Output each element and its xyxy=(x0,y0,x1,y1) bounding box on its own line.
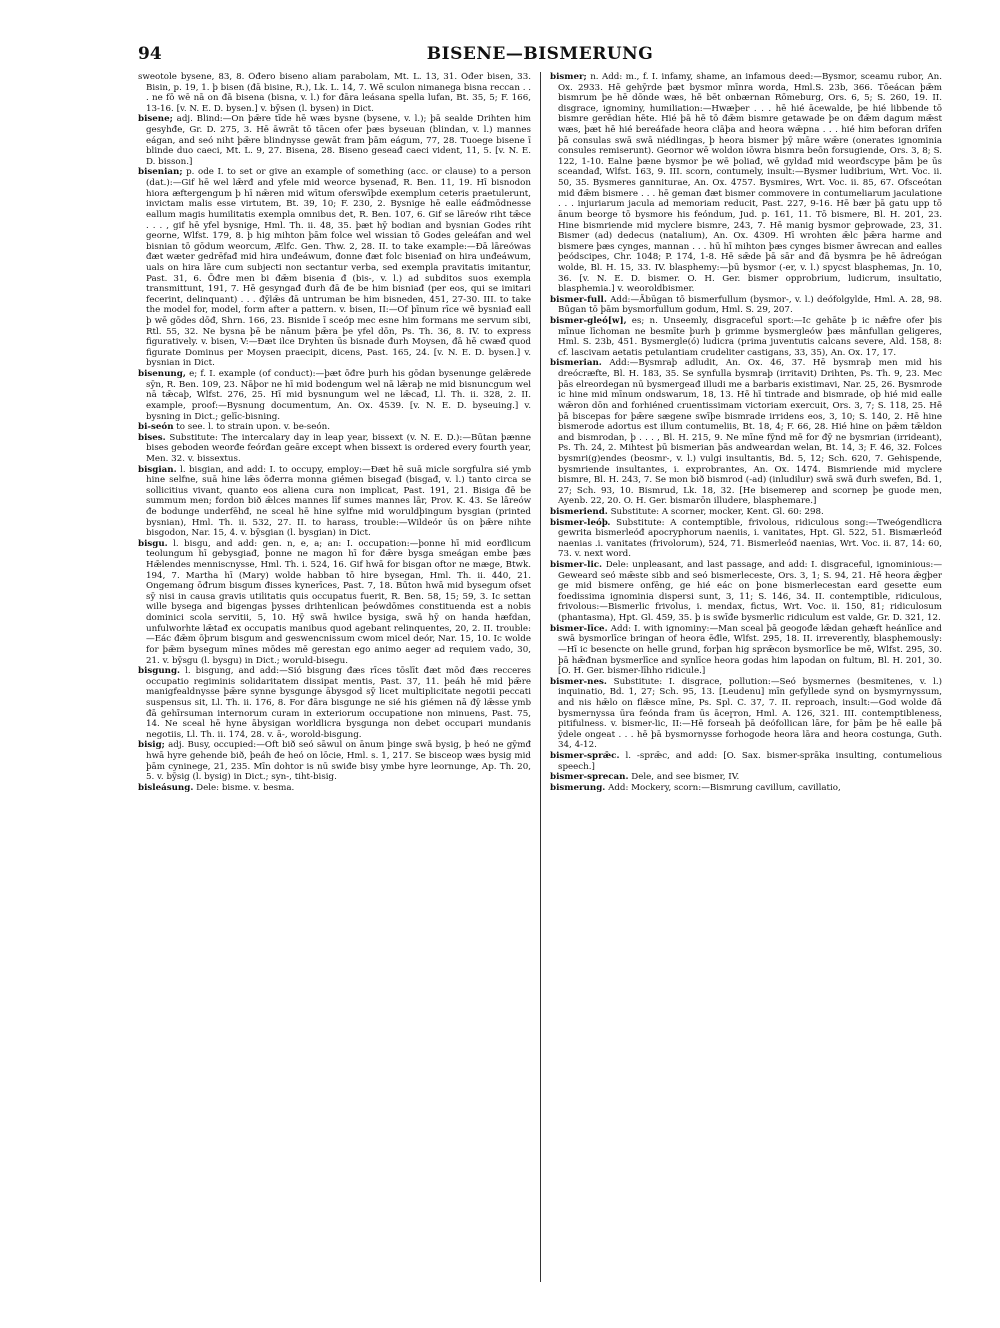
entry-headword: bisgung. xyxy=(138,666,181,677)
entry-headword: bisenung, xyxy=(138,369,186,380)
entry-text: adj. Busy, occupied:—Oft bið seó sāwul on ānum þinge swā bysig, þ heó ne gȳmđ hwā hyre gehende bið, þeáh đe heó on lōcie, Hml. s. 1, 217. Se bisceop wæs bysig mid þām cyninege, 21, 235. Mīn dohtor is nū swiđe bisy ymbe hyre leornunge, Ap. Th. 20, 5. v. bȳsig (l. bysig) in Dict.; syn-, tiht-bisig. xyxy=(146,740,532,783)
dictionary-entry xyxy=(550,751,942,772)
entry-headword: bismer-nes. xyxy=(550,676,607,687)
entry-headword: bisenian; xyxy=(138,167,183,178)
entry-text: Substitute: I. disgrace, pollution:—Seó bysmernes (besmitenes, v. l.) inquinatio, Bd. 1, 27; Sch. 95, 13. [Leudenu] mīn gefyllede synd on bysmyrnyssum, and nis hǣlo on flǣsce mīne, Ps. Spl. C. 37, 7. II. reproach, insult:—God wolde đā bysmernyssa ūra feónda fram ūs āceɼron, Hml. A. 126, 321. III. contemptibleness, pitifulness. v. bismer-lic, II:—Hē forseah þā deófollican lāre, for þām þe hē ealle þā ȳdele ongeat . . . hē þā bysmornysse forhogode heora lāra and heora costunga, Guth. 34, 4-12. xyxy=(558,676,942,751)
entry-text: Add:—Bysmraþ adludit, An. Ox. 46, 37. Hē bysmraþ men mid his dreócræfte, Bl. H. 183, 35. Se synfulla bysmraþ (irritavit) Drihten, Ps. Th. 9, 23. Mec þās elreordegan nū bysmergeađ illudi me a barbaris existimavi, Nar. 25, 26. Bysmrode ic hine mid mīnum ondswarum, 18, 13. Hē hī tintrade and bismrade, oþ hié mid ealle wǣron dōn and forhiéned cruentissimam victoriam exercuit, Ors. 3, 7; S. 118, 25. Hē þā biscepas for þǣre sægene swīþe bismrade irridens eos, 3, 10; S. 140, 2. Hē hine bismerode adortus est illum contumeliis, Bt. 18, 4; F. 66, 28. Hié hine on þǣm tǣldon and bismrodan, þ . . . , Bl. H. 215, 9. Ne mīne fȳnd mē for đȳ ne bysmrian (irrideant), Ps. Th. 24, 2. Mihtest þū bismerian þās andweardan welan, Bt. 14, 3; F. 46, 32. Folces bysmri(g)endes (beosmr-, v. l.) vulgi insultantis, Bd. 5, 12; Sch. 620, 7. Gehispende, bysmriende insultantes, i. exprobrantes, An. Ox. 1474. Bismriende mid myclere bismre, Bl. H. 243, 7. Se mon bið bismrod (-ad) (inludilur) swā swā đurh swefen, Bd. 1, 27; Sch. 93, 10. Bismrud, Lk. 18, 32. [He bisemerep and scornep þe guode men, Ayenb. 22, 20. O. H. Ger. bismarōn illudere, blasphemare.] xyxy=(558,358,942,507)
entry-headword: bisgian. xyxy=(138,464,177,475)
entry-headword: bisleásung. xyxy=(138,782,194,793)
dictionary-entry xyxy=(550,358,942,507)
dictionary-entry xyxy=(550,783,942,794)
entry-headword: bisgu. xyxy=(138,538,168,549)
entry-headword: bismer-gleó[w], xyxy=(550,316,627,327)
entry-text: Add: Mockery, scorn:—Bismrung cavillum, cavillatio, xyxy=(608,782,841,793)
entry-headword: bi-seón xyxy=(138,422,174,433)
dictionary-entry xyxy=(138,114,531,167)
dictionary-entry xyxy=(550,677,942,751)
dictionary-entry xyxy=(138,783,531,794)
entry-text: l. -sprǣc, and add: [O. Sax. bismer-sprāka insulting, contumelious speech.] xyxy=(558,751,942,772)
entry-text: Substitute: The intercalary day in leap year, bissext (v. N. E. D.):—Būtan þænne bises geboden weorđe feórđan geāre except when bissext is ordered every fourth year, Men. 32. v. bissextus. xyxy=(146,432,531,464)
entry-headword: bisig; xyxy=(138,740,165,751)
page-number: 94 xyxy=(138,44,162,64)
page-header xyxy=(138,44,942,72)
entry-headword: bismer-leóþ. xyxy=(550,517,611,528)
text-columns xyxy=(138,72,942,1282)
entry-headword: bises. xyxy=(138,432,166,443)
entry-headword: bismer-full. xyxy=(550,294,607,305)
entry-headword: bisene; xyxy=(138,114,173,125)
entry-text: Add: I. with ignominy:—Man sceal þā geogođe lǣdan gehæft heánlīce and swā bysmorlīce bringan of heora ēđle, Wlfst. 295, 18. II. irreverently, blasphemously:—Hī ic besencte on helle grund, forþan hig sprǣcon bysmorlīce be mē, Wlfst. 295, 30. þā hǣđnan bysmerlīce and synlīce heora godas him lapodan on fultum, Bl. H. 201, 30. [O. H. Ger. bismer-līhho ridicule.] xyxy=(558,623,942,677)
entry-text: es; n. Unseemly, disgraceful sport:—Ic gehāte þ ic nǣfre ofer þis mīnue līchoman ne besmīte þurh þ grimme bysmergleów þæs mānfullan geligeres, Hml. S. 23b, 451. Bysmergle(ó) ludicra (prima juventutis calcans severe, Ald. 158, 8: cf. lascivam aetatis petulantiam crudeliter castigans, 33, 35), An. Ox. 17, 17. xyxy=(558,316,942,358)
dictionary-entry xyxy=(138,72,531,114)
entry-headword: bismer-sprecan. xyxy=(550,772,629,783)
dictionary-entry xyxy=(138,465,531,539)
entry-text: Dele: unpleasant, and last passage, and add: I. disgraceful, ignominious:—Geweard seó mǣste sibb and seó bismerleceste, Ors. 3, 1; S. 94, 21. Hē heora ǣgþer ge mid bismere onfēng, ge hié eác on þone bismerlecestan eard gesette eum foedissima ignominia dispersi sunt, 3, 11; S. 146, 34. II. contemptible, ridiculous, frivolous:—Bismerlic frivolus, i. mendax, fictus, Wrt. Voc. ii. 150, 81; ridiculosum (phantasma), Hpt. Gl. 459, 35. þ is swīđe bysmerlic ridiculum est valde, Gr. D. 321, 12. xyxy=(558,560,942,624)
entry-text: Substitute: A scorner, mocker, Kent. Gl. 60: 298. xyxy=(610,506,824,517)
entry-text: sweotole bysene, 83, 8. Ōđero biseno aliam parabolam, Mt. L. 13, 31. Ōđer bisen, 33. Bisin, p. 19, 1. þ bisen (đā bisine, R.), Lk. L. 14, 7. Wē sculon nimanega bisna reccan . . . ne fō wē nā on đā bisena (bisna, v. l.) for đāra leásana spella lufan, Bt. 35, 5; F. 166, 13-16. [v. N. E. D. bysen.] v. bȳsen (l. bysen) in Dict. xyxy=(138,72,531,114)
running-head: BISENE—BISMERUNG xyxy=(426,44,654,64)
dictionary-entry xyxy=(550,72,942,295)
dictionary-entry xyxy=(550,624,942,677)
entry-text: Substitute: A contemptible, frivolous, ridiculous song:—Tweógendlicra gewrita bismerleóđ apocryphorum naeniis, i. vanitates, Hpt. Gl. 522, 51. Bismærleóđ naenias .i. vanitates (frivolorum), 524, 71. Bismerleóđ naenias, Wrt. Voc. ii. 87, 14: 60, 73. v. next word. xyxy=(558,517,942,560)
entry-text: p. ode I. to set or give an example of something (acc. or clause) to a person (dat.):—Gif hē wel lǣrđ and yfele mid weorce bysenađ, R. Ben. 11, 19. Hī bisnodon hiora æftergengum þ hī nǣren mid wītum oferswīþde exemplum ceteris praetulerunt, invictam malis esse virtutem, Bt. 39, 10; F. 230, 2. Bysnige hē ealle eáđmōdnesse eallum magis humilitatis exempla omnibus det, R. Ben. 107, 6. Gif se lāreów riht tǣce . . . , gif hē yfel bysnige, Hml. Th. ii. 48, 35. þæt hȳ bodian and bysnian Godes riht georne, Wlfst. 179, 8. þ hig mihton þām folce wel wissian tō Godes geleáfan and wel bisnian tō gōdum weorcum, Ælfc. Gen. Thw. 2, 28. II. to take example:—Đā lāreówas đæt wæter gedrēfađ mid hira unđeáwum, đonne đæt folc biseniađ on hira unđeáwum, uals on hira lāre cum subjecti non sectantur verba, sed exempla pravitatis imitantur, Past. 31, 6. Ōđre men bi đǣm bisenia đ (bis-, v. l.) ad subditos suos exempla transmittunt, 191, 7. Hē gesyngađ đurh đā đe be him bisniađ (per eos, qui se imitari fecerint, delinquant) . . . đȳlǣs đā untruman be him bisneden, 451, 27-30. III. to take the model for, model, form after a pattern. v. bisen, II:—Of þīnum rīce wē bysniađ eall þ wē gōdes dōđ, Shrn. 166, 23. Bisnide ī sceóp mec esne him formans me servum sibi, Rtl. 55, 32. Ne bysna þē be nānum þǣra þe yfel dōn, Ps. Th. 36, 8. IV. to express figuratively. v. bisen, V:—Đæt ilce Dryhten ūs bisnade đurh Moysen, đā hē cwæđ quod figurate Dominus per Moysen praecipit, dicens, Past. 165, 24. [v. N. E. D. bysen.] v. bysnian in Dict. xyxy=(146,167,531,369)
entry-text: Dele, and see bismer, IV. xyxy=(631,772,740,783)
entry-text: to see. l. to strain upon. v. be-seón. xyxy=(176,422,330,433)
entry-headword: bismerung. xyxy=(550,782,606,793)
entry-text: adj. Blind:—On þǣre tīde hē wæs bysne (bysene, v. l.); þā sealde Drihten him gesyhđe, Gr. D. 275, 3. Hē āwrāt tō tācen ofer þæs byseuan (blindan, v. l.) mannes eágan, and seó niht þǣre blindnysse gewāt fram þām eágum, 77, 28. Tuoege bisene ī blinde duo caeci, Mt. L. 9, 27. Bisena, 28. Biseno geseađ caeci vident, 11, 5. [v. N. E. D. bisson.] xyxy=(146,114,531,167)
entry-text: l. bisgian, and add: I. to occupy, employ:—Đæt hē suā micle sorgfulra sié ymb hine selfne, suā hine lǣs ōđerra monna giémen bisegađ (bisgađ, v. l.) tanto circa se sollicitius vivant, quanto eos aliena cura non implicat, Past. 191, 21. Bisiga đē be summum men; fordon bið ǣlces mannes līf sumes mannes lār, Prov. K. 43. Se lāreów đe bodunge underfēhđ, ne sceal hē hine sylfne mid woruldþingum bysgian (printed bysnian), Hml. Th. ii. 532, 27. II. to harass, trouble:—Wildeór ūs on þǣre nihte bisgodon, Nar. 15, 4. v. bȳsgian (l. bysgian) in Dict. xyxy=(146,464,532,539)
dictionary-entry xyxy=(550,518,942,560)
dictionary-entry xyxy=(550,295,942,316)
right-column xyxy=(540,72,942,1282)
dictionary-entry xyxy=(138,539,531,666)
entry-text: Add:—Ābūgan tō bismerfullum (bysmor-, v. l.) deófolgylde, Hml. A. 28, 98. Būgan tō þām bysmorfullum godum, Hml. S. 29, 207. xyxy=(558,294,942,316)
entry-text: Dele: bisme. v. besma. xyxy=(196,782,295,793)
dictionary-entry xyxy=(550,316,942,358)
entry-text: e; f. I. example (of conduct):—þæt ōđre þurh his gōdan bysenunge gelǣrede sȳn, R. Ben. 109, 23. Nāþor ne hī mid bodengum wel nā lǣraþ ne mid bisnuncgum wel nā tǣcaþ, Wlfst. 276, 25. Hī mid bysnungum wel ne lǣcađ, Ll. Th. ii. 328, 2. II. example, proof:—Bysnung documentum, An. Ox. 4539. [v. N. E. D. byseuing.] v. bysning in Dict.; gelīc-bisning. xyxy=(146,369,532,422)
entry-headword: bismerian. xyxy=(550,358,602,369)
entry-text: n. Add: m., f. I. infamy, shame, an infamous deed:—Bysmor, sceamu rubor, An. Ox. 2933. Hē gehȳrde þæt bysmor mīnra worda, Hml.S. 23b, 366. Tōeácan þǣm bismrum þe hē dōnde wæs, hē bēt onbærnan Rōmeburg, Ors. 6, 5; S. 260, 19. II. disgrace, ignominy, humiliation:—Hwæþer . . . hē hié ācewalde, þe hié libbende tō bismre gerēdian hēte. Hié þā hē tō đǣm bismre getawade þe on đǣm dagum mǣst wæs, þæt hē hié bereáfade heora clāþa and heora wǣpna . . . hié him beforan drīfen þā consulas swā swā niédlingas, þ heora bismer þȳ māre wǣre (onerates ignominia consules remiserunt). Geornor wē woldon iōwra bismra beōn forsugiende, Ors. 3, 8; S. 122, 1-10. Ealne þæne bysmor þe wē þoliađ, wē gyldađ mid weorđscype þām þe ūs sceandađ, Wlfst. 163, 9. III. scorn, contumely, insult:—Bysmer ludibrium, Wrt. Voc. ii. 50, 35. Bysmeres ganniturae, An. Ox. 4757. Bysmires, Wrt. Voc. ii. 85, 67. Ofsceótan mid đǣm bismere . . . hē geman đæt bismer commovere in contumeliarum jaculatione . . . injuriarum jacula ad memoriam reducit, Past. 227, 9-16. Hē bær þā gatu upp tō ānum beorge tō bysmore his feóndum, Jud. p. 161, 11. Tō bismere, Bl. H. 201, 23. Hine bismriende mid myclere bismre, 243, 7. Hē manig bysmor geþrowade, 23, 31. Bismer (ad) dedecus (natalium), An. Ox. 4309. Hī wrohten ǣlc þǣra harme and bismere þæs cynges, mannan . . . hū hī mihton þæs cynges bismer āwrecan and ealles þeódscipes, Chr. 1048; P. 174, 1-8. Hē sǣde þā sār and đā bysmra þe hē ādreógan wolde, Bl. H. 15, 33. IV. blasphemy:—þū bysmor (-er, v. l.) spycst blasphemas, Jn. 10, 36. [v. N. E. D. bismer. O. H. Ger. bismer opprobrium, ludicrum, insultatio, blasphemia.] v. weoroldbismer. xyxy=(558,72,942,295)
dictionary-entry xyxy=(138,369,531,422)
dictionary-entry xyxy=(138,433,531,465)
left-column xyxy=(138,72,540,1282)
entry-headword: bismeriend. xyxy=(550,506,608,517)
entry-headword: bismer; xyxy=(550,72,587,82)
entry-headword: bismer-lic. xyxy=(550,560,603,571)
entry-headword: bismer-līce. xyxy=(550,623,608,634)
dictionary-entry xyxy=(550,560,942,624)
dictionary-entry xyxy=(550,507,942,518)
entry-headword: bismer-sprǣc. xyxy=(550,751,620,761)
dictionary-entry xyxy=(138,666,531,740)
dictionary-entry xyxy=(138,167,531,369)
dictionary-entry xyxy=(138,740,531,782)
entry-text: l. bisgung, and add:—Sió bisgung đæs rīces tōslīt đæt mōd đæs recceres occupatio regiminis solidaritatem dissipat mentis, Past. 37, 11. þeáh hē mid þǣre manigfealdnysse þǣre synne bysgunge ābysgod sȳ licet multiplicitate negotii peccati suspensus sit, Ll. Th. ii. 176, 8. For đāra bisgunge ne sié his giémen nā đȳ lǣsse ymb đā gehīrsuman internorum curam in exteriorum occupatione non minuens, Past. 75, 14. Ne sceal hē hyne ābysigan worldlicra bysgunga non debet occupari mundanis negotiis, Ll. Th. ii. 174, 28. v. ā-, worold-bisgung. xyxy=(146,666,532,740)
dictionary-entry xyxy=(550,772,942,783)
dictionary-entry xyxy=(138,422,531,433)
entry-text: l. bisgu, and add: gen. n, e, a; an: I. occupation:—þonne hī mid eorđlicum teolungum hī gebysgiađ, þonne ne magon hī for đǣre bysga smeágan embe þæs Hǣlendes menniscnysse, Hml. Th. i. 524, 16. Gif hwā for bisgan oftor ne mæge, Btwk. 194, 7. Martha hī (Mary) wolde habban tō hire bysegan, Hml. Th. ii. 440, 21. Ongemang ōđrum bisgum đisses kynerīces, Past. 7, 18. Būton hwā mid bysegum ofset sȳ nisi in causa gravis utilitatis quis occupatus fuerit, R. Ben. 58, 15; 59, 3. Ic settan wille bysega and bigengas þysses drihtenlican þeówdōmes constituenda est a nobis dominici scola servitii, 5, 10. Hȳ swā hwilce bysiga, swā hȳ on handa hæfdan, unfulworhte lǣtađ ex occupatis manibus quod agebant relinquentes, 20, 2. II. trouble:—Eác đǣm ōþrum bisgum and geswencnissum cwom micel deór, Nar. 15, 10. Ic wolde for þǣm bysegum mīnes mōdes mē gerestan ego animo aeger ad requiem vado, 30, 21. v. bȳsgu (l. bysgu) in Dict.; woruld-bisegu. xyxy=(146,538,531,666)
